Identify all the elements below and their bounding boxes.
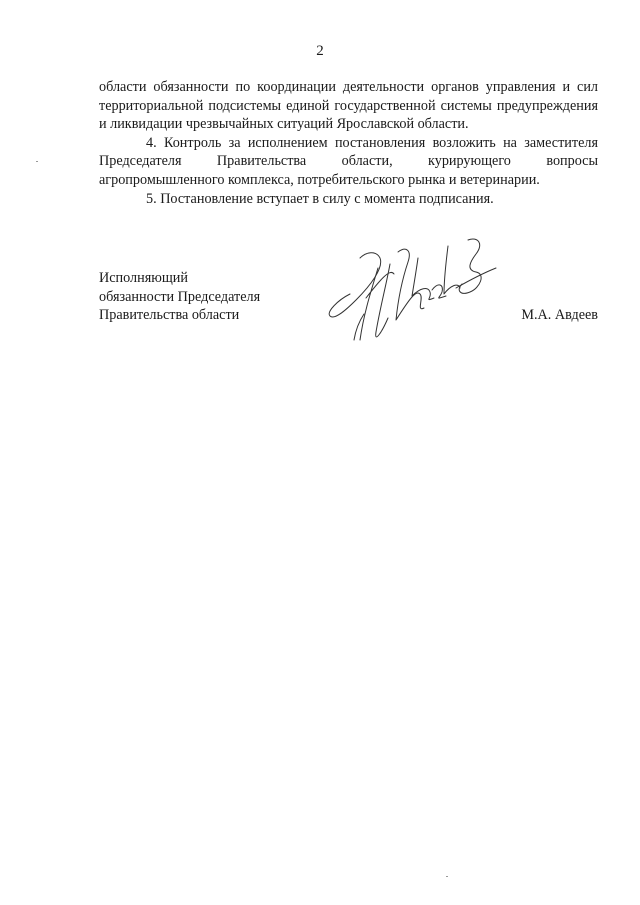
signatory-position-line: Исполняющий bbox=[99, 270, 188, 286]
paragraph-continuation: области обязанности по координации деятельности органов управления и сил территориальной подсистемы единой государственной системы предупреждения и ликвидации чрезвычайных ситуаций Ярославской области. bbox=[99, 79, 598, 133]
scan-speck bbox=[446, 876, 448, 877]
signatory-position-line: обязанности Председателя bbox=[99, 288, 261, 305]
signatory-position-line: Правительства области bbox=[99, 307, 240, 324]
signatory-position bbox=[99, 269, 260, 325]
signatory-name: М.А. Авдеев bbox=[521, 307, 598, 323]
paragraph-item-4: 4. Контроль за исполнением постановления возложить на заместителя Председателя Правительства области, курирующего вопросы агропромышленного комплекса, потребительского рынка и ветеринарии. bbox=[99, 134, 598, 188]
handwritten-signature bbox=[320, 228, 500, 356]
document-body bbox=[99, 78, 598, 208]
page-number: 2 bbox=[316, 43, 324, 59]
scan-speck bbox=[36, 161, 38, 162]
paragraph-item-5: 5. Постановление вступает в силу с момента подписания. bbox=[146, 190, 494, 207]
